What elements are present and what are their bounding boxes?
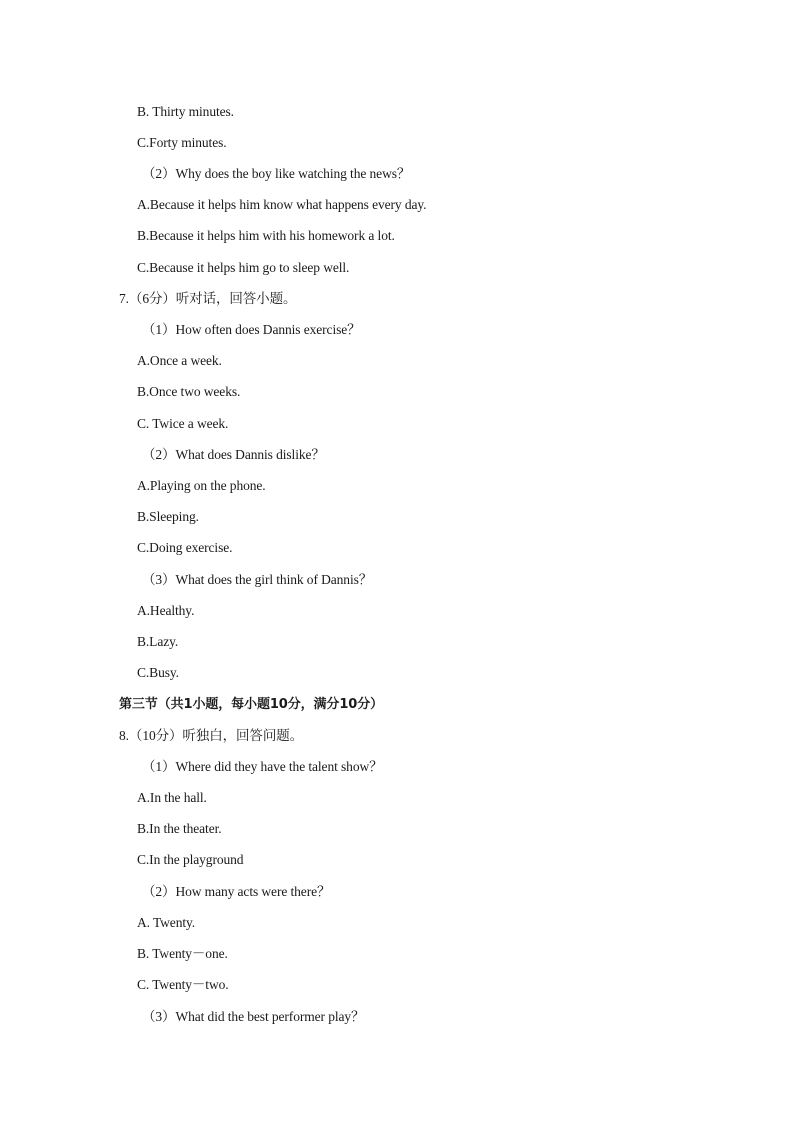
option-c-busy: C.Busy. [137,665,179,680]
option-b-theater: B.In the theater. [137,821,222,836]
subquestion-dislike: （2）What does Dannis dislike？ [142,447,325,462]
question-8-heading: 8.（10分）听独白，回答问题。 [119,728,304,743]
option-b-homework: B.Because it helps him with his homework a lot. [137,228,395,243]
option-b-twenty-one: B. Twenty－one. [137,946,228,961]
option-a-playing-phone: A.Playing on the phone. [137,478,266,493]
option-a-once-a-week: A.Once a week. [137,353,222,368]
option-c-sleep: C.Because it helps him go to sleep well. [137,260,350,275]
subquestion-girl-think: （3）What does the girl think of Dannis？ [142,572,373,587]
option-a-twenty: A. Twenty. [137,915,196,930]
subquestion-talent-show: （1）Where did they have the talent show？ [142,759,383,774]
option-c-playground: C.In the playground [137,852,244,867]
option-a-hall: A.In the hall. [137,790,207,805]
option-b-once-two-weeks: B.Once two weeks. [137,384,241,399]
subquestion-how-many-acts: （2）How many acts were there？ [142,884,331,899]
option-c-twice-a-week: C. Twice a week. [137,416,229,431]
option-a-healthy: A.Healthy. [137,603,195,618]
option-c-doing-exercise: C.Doing exercise. [137,540,233,555]
subquestion-best-performer: （3）What did the best performer play？ [142,1009,365,1024]
option-a-know-what-happens: A.Because it helps him know what happens every day. [137,197,427,212]
option-b-lazy: B.Lazy. [137,634,179,649]
section-3-heading: 第三节（共1小题，每小题10分，满分10分） [119,697,384,712]
subquestion-how-often: （1）How often does Dannis exercise？ [142,322,361,337]
subquestion-why-news: （2）Why does the boy like watching the news？ [142,166,411,181]
option-c-forty-minutes: C.Forty minutes. [137,135,227,150]
question-7-heading: 7.（6分）听对话，回答小题。 [119,291,297,306]
option-b-thirty-minutes: B. Thirty minutes. [137,104,234,119]
option-c-twenty-two: C. Twenty－two. [137,977,229,992]
option-b-sleeping: B.Sleeping. [137,509,199,524]
